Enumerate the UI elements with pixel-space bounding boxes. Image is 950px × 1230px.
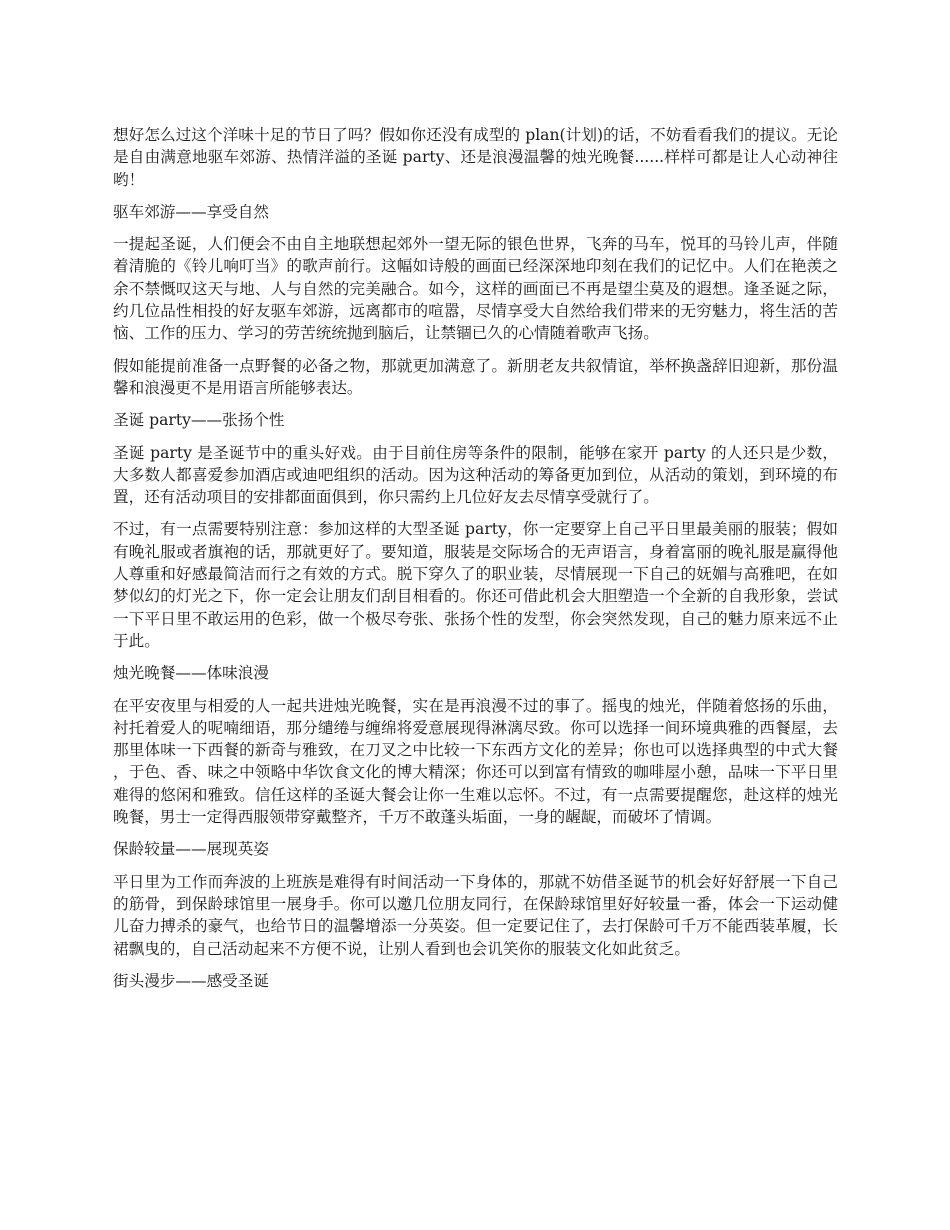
dinner-paragraph: 在平安夜里与相爱的人一起共进烛光晚餐，实在是再浪漫不过的事了。摇曳的烛光，伴随着悠扬的乐曲，衬托着爱人的呢喃细语，那分缱绻与缠绵将爱意展现得淋漓尽致。你可以选择一间环境典雅的西餐屋，去那里体味一下西餐的新奇与雅致，在刀叉之中比较一下东西方文化的差异；你也可以选择典型的中式大餐，于色、香、味之中领略中华饮食文化的博大精深；你还可以到富有情致的咖啡屋小憩，品味一下平日里难得的悠闲和雅致。信任这样的圣诞大餐会让你一生难以忘怀。不过，有一点需要提醒您，赴这样的烛光晚餐，男士一定得西服领带穿戴整齐，千万不敢蓬头垢面，一身的龌龊，而破坏了情调。 <box>113 696 838 827</box>
section-heading-street: 街头漫步——感受圣诞 <box>113 971 269 990</box>
section-heading-party: 圣诞 party——张扬个性 <box>113 411 285 430</box>
section-heading-drive: 驱车郊游——享受自然 <box>113 202 269 221</box>
party-paragraph-2: 不过，有一点需要特别注意：参加这样的大型圣诞 party，你一定要穿上自己平日里最美丽的服装；假如有晚礼服或者旗袍的话，那就更好了。要知道，服装是交际场合的无声语言，身着富丽的晚礼服是赢得他人尊重和好感最简洁而行之有效的方式。脱下穿久了的职业装，尽情展现一下自己的妩媚与高雅吧，在如梦似幻的灯光之下，你一定会让朋友们刮目相看的。你还可借此机会大胆塑造一个全新的自我形象，尝试一下平日里不敢运用的色彩，做一个极尽夸张、张扬个性的发型，你会突然发现，自己的魅力原来远不止于此。 <box>113 520 838 650</box>
section-heading-dinner: 烛光晚餐——体味浪漫 <box>113 664 269 683</box>
intro-paragraph: 想好怎么过这个洋味十足的节日了吗？假如你还没有成型的 plan(计划)的话，不妨看看我们的提议。无论是自由满意地驱车郊游、热情洋溢的圣诞 party、还是浪漫温馨的烛光晚餐......样样可都是让人心动神往哟！ <box>113 126 838 189</box>
document-body <box>113 124 838 1002</box>
section-heading-bowling: 保龄较量——展现英姿 <box>113 840 269 859</box>
party-paragraph-1: 圣诞 party 是圣诞节中的重头好戏。由于目前住房等条件的限制，能够在家开 party 的人还只是少数，大多数人都喜爱参加酒店或迪吧组织的活动。因为这种活动的筹备更加到位，从活动的策划，到环境的布置，还有活动项目的安排都面面俱到，你只需约上几位好友去尽情享受就行了。 <box>113 443 838 507</box>
drive-paragraph-1: 一提起圣诞，人们便会不由自主地联想起郊外一望无际的银色世界，飞奔的马车，悦耳的马铃儿声，伴随着清脆的《铃儿响叮当》的歌声前行。这幅如诗般的画面已经深深地印刻在我们的记忆中。人们在艳羡之余不禁慨叹这天与地、人与自然的完美融合。如今，这样的画面已不再是望尘莫及的遐想。逢圣诞之际，约几位品性相投的好友驱车郊游，远离都市的喧嚣，尽情享受大自然给我们带来的无穷魅力，将生活的苦恼、工作的压力、学习的劳苦统统抛到脑后，让禁锢已久的心情随着歌声飞扬。 <box>113 235 838 343</box>
drive-paragraph-2: 假如能提前准备一点野餐的必备之物，那就更加满意了。新朋老友共叙情谊，举杯换盏辞旧迎新，那份温馨和浪漫更不是用语言所能够表达。 <box>113 356 838 397</box>
bowling-paragraph: 平日里为工作而奔波的上班族是难得有时间活动一下身体的，那就不妨借圣诞节的机会好好舒展一下自己的筋骨，到保龄球馆里一展身手。你可以邀几位朋友同行，在保龄球馆里好好较量一番，体会一下运动健儿奋力搏杀的豪气，也给节日的温馨增添一分英姿。但一定要记住了，去打保龄可千万不能西装革履，长裙飘曳的，自己活动起来不方便不说，让别人看到也会讥笑你的服装文化如此贫乏。 <box>113 872 838 958</box>
